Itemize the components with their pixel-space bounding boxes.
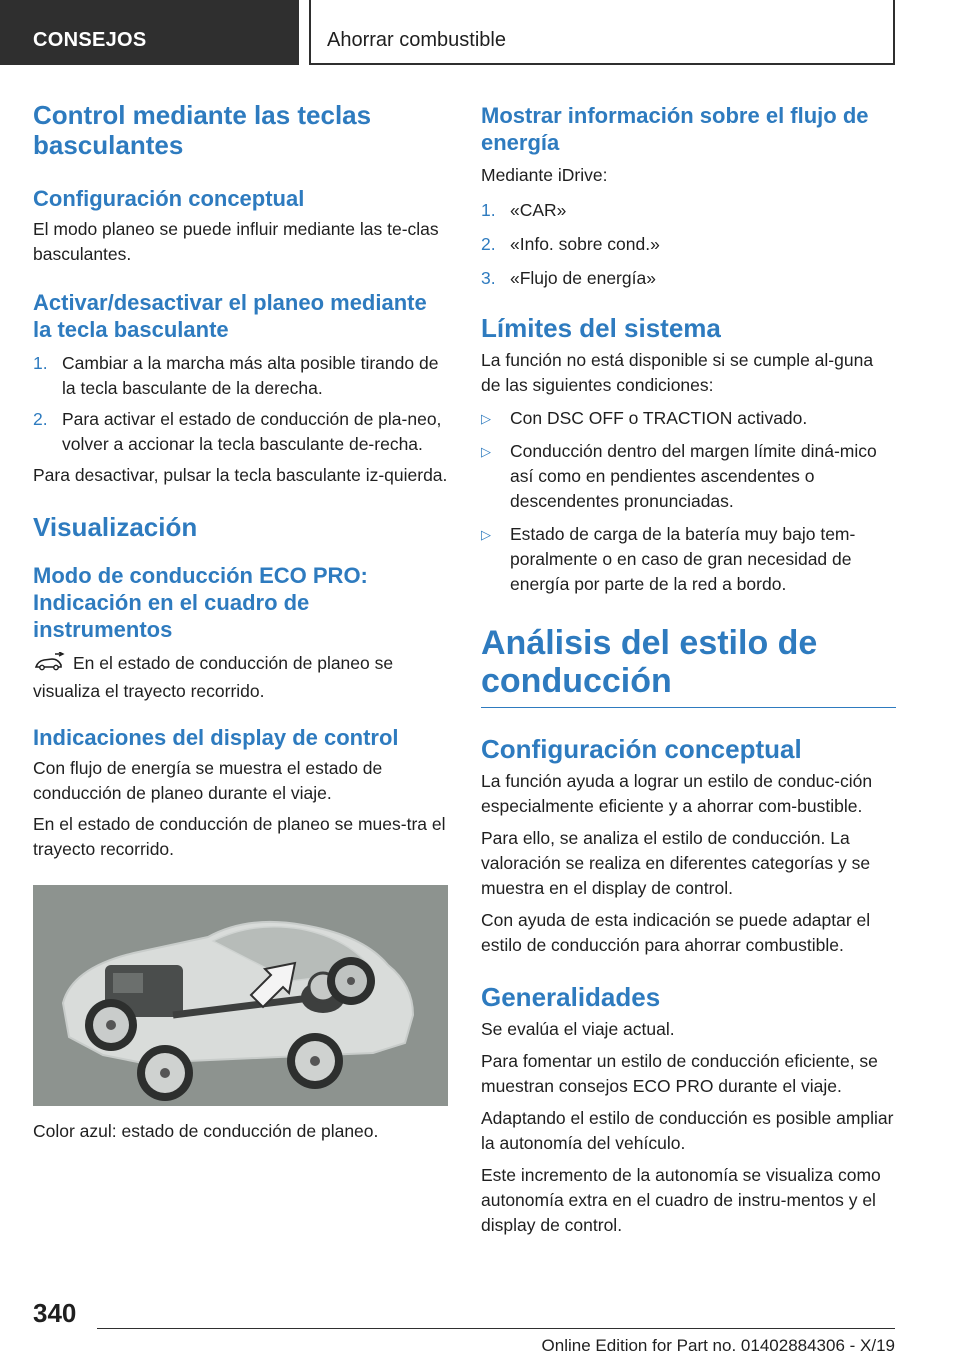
heading-eco-pro: Modo de conducción ECO PRO: Indicación en el cuadro de instrumentos: [33, 563, 368, 642]
image-caption: Color azul: estado de conducción de planeo.: [33, 1121, 379, 1141]
condition-text: Conducción dentro del margen límite diná-mico así como en pendientes ascendentes o descendentes pronunciadas.: [510, 441, 877, 511]
step-number: 2.: [33, 409, 48, 429]
heading-generalidades: Generalidades: [481, 982, 661, 1012]
step-text: «CAR»: [510, 200, 567, 220]
paragraph-concept-b: Para ello, se analiza el estilo de conducción. La valoración se realiza en diferentes categorías y se muestra en el display de control.: [481, 828, 871, 898]
paragraph-general-3: Adaptando el estilo de conducción es posible ampliar la autonomía del vehículo.: [481, 1108, 894, 1153]
paragraph-idrive: Mediante iDrive:: [481, 165, 608, 185]
steps-list: [33, 351, 448, 457]
list-item: [481, 232, 896, 257]
paragraph-configuracion: El modo planeo se puede influir mediante las te-clas basculantes.: [33, 219, 439, 264]
paragraph-display-1: Con flujo de energía se muestra el estado de conducción de planeo durante el viaje.: [33, 758, 383, 803]
header-section-label: CONSEJOS: [33, 29, 147, 51]
heading-visualizacion: Visualización: [33, 512, 198, 542]
paragraph-concept-a: La función ayuda a lograr un estilo de conduc-ción especialmente eficiente y a ahorrar com-bustible.: [481, 771, 873, 816]
menu-steps-list: [481, 198, 896, 291]
right-column: [481, 102, 896, 1238]
coasting-car-icon: [33, 652, 65, 679]
bullet-triangle-icon: ▷: [481, 527, 491, 542]
left-column: [33, 100, 448, 1144]
condition-text: Estado de carga de la batería muy bajo tem-poralmente o en caso de gran necesidad de energía por parte de la red a bordo.: [510, 524, 856, 594]
step-number: 1.: [481, 200, 496, 220]
paragraph-concept-c: Con ayuda de esta indicación se puede adaptar el estilo de conducción para ahorrar combustible.: [481, 910, 871, 955]
step-number: 3.: [481, 268, 496, 288]
header-section-tab: [0, 0, 299, 65]
list-item: [481, 439, 896, 514]
step-number: 2.: [481, 234, 496, 254]
list-item: [481, 522, 896, 597]
bullet-triangle-icon: ▷: [481, 411, 491, 426]
footer-divider: [97, 1328, 895, 1329]
header-topic-box: [309, 0, 895, 65]
heading-mostrar-flujo: Mostrar información sobre el flujo de energía: [481, 103, 869, 155]
energy-flow-car-image: [33, 885, 448, 1106]
condition-text: Con DSC OFF o TRACTION activado.: [510, 408, 808, 428]
step-text: Cambiar a la marcha más alta posible tirando de la tecla basculante de la derecha.: [62, 353, 439, 398]
heading-configuracion-conceptual-2: Configuración conceptual: [481, 734, 802, 764]
heading-control-teclas: Control mediante las teclas basculantes: [33, 100, 372, 160]
paragraph-general-1: Se evalúa el viaje actual.: [481, 1019, 675, 1039]
paragraph-display-2: En el estado de conducción de planeo se mues-tra el trayecto recorrido.: [33, 814, 446, 859]
step-number: 1.: [33, 353, 48, 373]
paragraph-general-4: Este incremento de la autonomía se visualiza como autonomía extra en el cuadro de instru-mentos y el display de control.: [481, 1165, 881, 1235]
paragraph-limites: La función no está disponible si se cumple al-guna de las siguientes condiciones:: [481, 350, 874, 395]
header-topic-label: Ahorrar combustible: [327, 29, 506, 51]
chapter-heading-analisis: Análisis del estilo de conducción: [481, 624, 896, 708]
list-item: [481, 198, 896, 223]
step-text: «Flujo de energía»: [510, 268, 656, 288]
conditions-list: [481, 406, 896, 597]
bullet-triangle-icon: ▷: [481, 444, 491, 459]
list-item: [33, 351, 448, 401]
heading-indicaciones-display: Indicaciones del display de control: [33, 725, 399, 750]
paragraph-desactivar: Para desactivar, pulsar la tecla basculante iz-quierda.: [33, 465, 448, 485]
step-text: Para activar el estado de conducción de pla-neo, volver a accionar la tecla basculante de-recha.: [62, 409, 442, 454]
page-number: 340: [33, 1298, 77, 1328]
footer-edition: Online Edition for Part no. 01402884306 - X/19: [541, 1336, 895, 1355]
paragraph-eco-pro: [33, 651, 448, 704]
list-item: [481, 266, 896, 291]
heading-limites-sistema: Límites del sistema: [481, 313, 721, 343]
list-item: [481, 406, 896, 431]
step-text: «Info. sobre cond.»: [510, 234, 660, 254]
list-item: [33, 407, 448, 457]
heading-configuracion-conceptual: Configuración conceptual: [33, 186, 305, 211]
paragraph-general-2: Para fomentar un estilo de conducción eficiente, se muestran consejos ECO PRO durante el viaje.: [481, 1051, 878, 1096]
paragraph-eco-pro-text: En el estado de conducción de planeo se visualiza el trayecto recorrido.: [33, 653, 394, 701]
heading-activar-desactivar: Activar/desactivar el planeo mediante la tecla basculante: [33, 290, 427, 342]
